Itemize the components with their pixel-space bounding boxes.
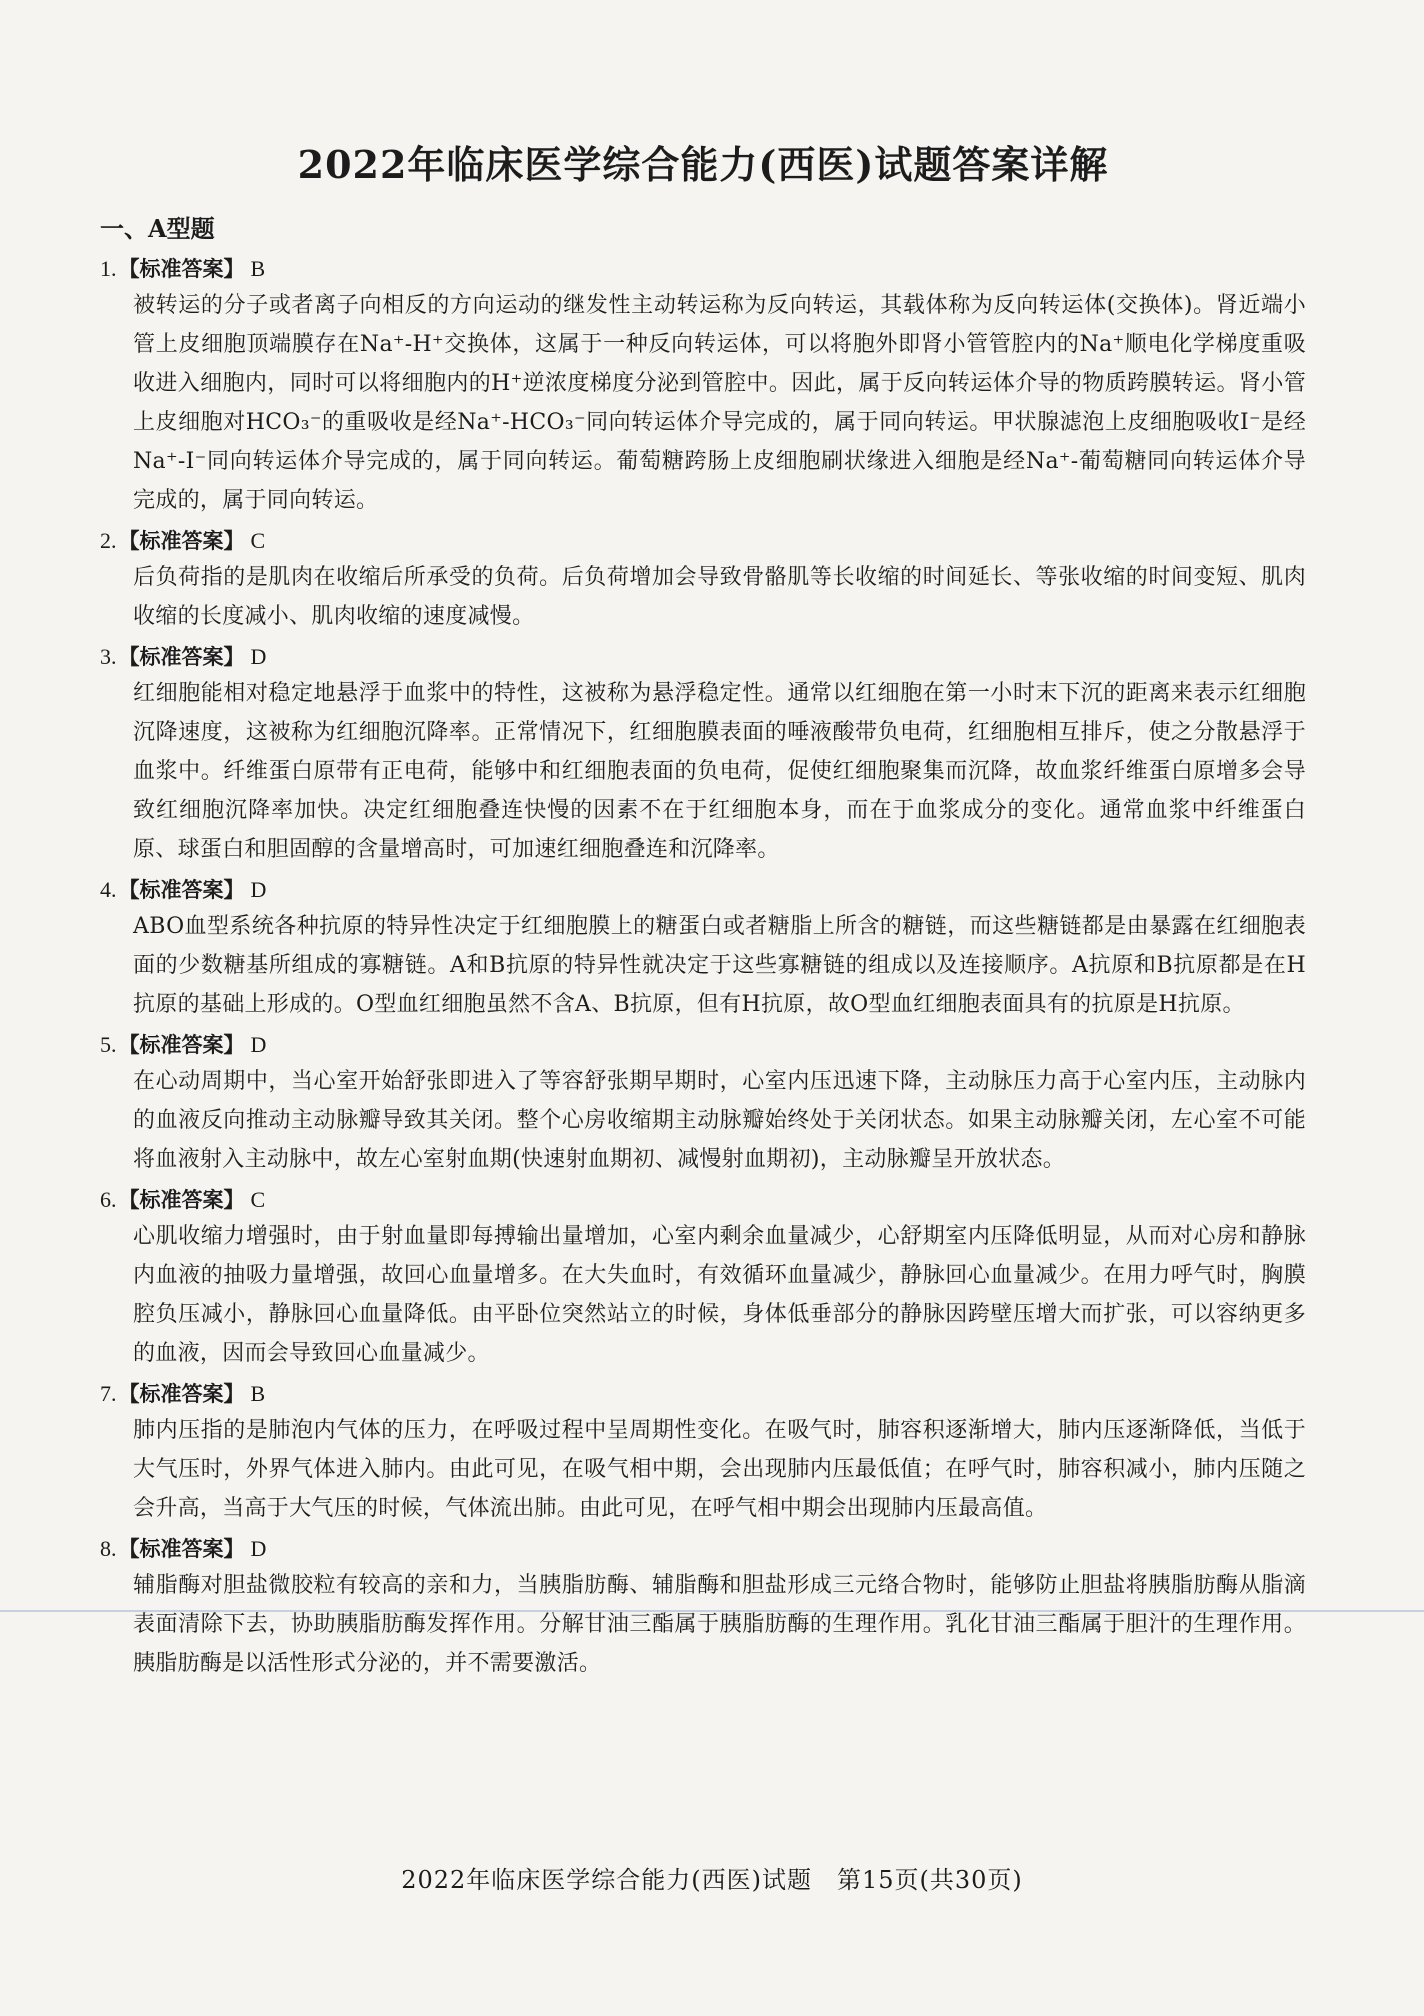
question-number: 8.: [100, 1536, 117, 1561]
explanation-text: ABO血型系统各种抗原的特异性决定于红细胞膜上的糖蛋白或者糖脂上所含的糖链，而这些糖链都是由暴露在红细胞表面的少数糖基所组成的寡糖链。A和B抗原的特异性就决定于这些寡糖链的组成以及连接顺序。A抗原和B抗原都是在H抗原的基础上形成的。O型血红细胞虽然不含A、B抗原，但有H抗原，故O型血红细胞表面具有的抗原是H抗原。: [133, 914, 1306, 1017]
question-number: 3.: [100, 644, 117, 669]
question-item: [100, 640, 1306, 869]
answer-line: [100, 252, 1306, 286]
answer-tag: 【标准答案】: [118, 529, 245, 553]
explanation-text: 被转运的分子或者离子向相反的方向运动的继发性主动转运称为反向转运，其载体称为反向转运体(交换体)。肾近端小管上皮细胞顶端膜存在Na⁺-H⁺交换体，这属于一种反向转运体，可以将胞外即肾小管管腔内的Na⁺顺电化学梯度重吸收进入细胞内，同时可以将细胞内的H⁺逆浓度梯度分泌到管腔中。因此，属于反向转运体介导的物质跨膜转运。肾小管上皮细胞对HCO₃⁻的重吸收是经Na⁺-HCO₃⁻同向转运体介导完成的，属于同向转运。甲状腺滤泡上皮细胞吸收I⁻是经Na⁺-I⁻同向转运体介导完成的，属于同向转运。葡萄糖跨肠上皮细胞刷状缘进入细胞是经Na⁺-葡萄糖同向转运体介导完成的，属于同向转运。: [133, 293, 1306, 513]
question-number: 2.: [100, 528, 117, 553]
explanation-text: 辅脂酶对胆盐微胶粒有较高的亲和力，当胰脂肪酶、辅脂酶和胆盐形成三元络合物时，能够防止胆盐将胰脂肪酶从脂滴表面清除下去，协助胰脂肪酶发挥作用。分解甘油三酯属于胰脂肪酶的生理作用。乳化甘油三酯属于胆汁的生理作用。胰脂肪酶是以活性形式分泌的，并不需要激活。: [133, 1573, 1306, 1676]
answer-tag: 【标准答案】: [118, 878, 245, 902]
section-heading: 一、A型题: [100, 214, 215, 243]
answer-letter: B: [250, 1381, 266, 1406]
answer-tag: 【标准答案】: [118, 257, 245, 281]
page-title: 2022年临床医学综合能力(西医)试题答案详解: [297, 142, 1109, 187]
answer-line: [100, 1028, 1306, 1062]
explanation-text: 在心动周期中，当心室开始舒张即进入了等容舒张期早期时，心室内压迅速下降，主动脉压力高于心室内压，主动脉内的血液反向推动主动脉瓣导致其关闭。整个心房收缩期主动脉瓣始终处于关闭状态。如果主动脉瓣关闭，左心室不可能将血液射入主动脉中，故左心室射血期(快速射血期初、减慢射血期初)，主动脉瓣呈开放状态。: [133, 1069, 1306, 1172]
question-number: 6.: [100, 1187, 117, 1212]
question-item: [100, 873, 1306, 1024]
answer-letter: C: [250, 528, 266, 553]
question-item: [100, 524, 1306, 636]
answer-tag: 【标准答案】: [118, 1382, 245, 1406]
question-number: 1.: [100, 256, 117, 281]
answer-letter: D: [250, 1032, 267, 1057]
explanation-text: 红细胞能相对稳定地悬浮于血浆中的特性，这被称为悬浮稳定性。通常以红细胞在第一小时末下沉的距离来表示红细胞沉降速度，这被称为红细胞沉降率。正常情况下，红细胞膜表面的唾液酸带负电荷，红细胞相互排斥，使之分散悬浮于血浆中。纤维蛋白原带有正电荷，能够中和红细胞表面的负电荷，促使红细胞聚集而沉降，故血浆纤维蛋白原增多会导致红细胞沉降率加快。决定红细胞叠连快慢的因素不在于红细胞本身，而在于血浆成分的变化。通常血浆中纤维蛋白原、球蛋白和胆固醇的含量增高时，可加速红细胞叠连和沉降率。: [133, 681, 1306, 862]
answer-line: [100, 1183, 1306, 1217]
question-item: [100, 252, 1306, 520]
question-item: [100, 1183, 1306, 1373]
answer-line: [100, 640, 1306, 674]
answer-line: [100, 873, 1306, 907]
question-list: [100, 252, 1306, 1683]
answer-tag: 【标准答案】: [118, 1033, 245, 1057]
answer-letter: C: [250, 1187, 266, 1212]
answer-tag: 【标准答案】: [118, 1188, 245, 1212]
answer-line: [100, 524, 1306, 558]
answer-letter: B: [250, 256, 266, 281]
explanation-text: 后负荷指的是肌肉在收缩后所承受的负荷。后负荷增加会导致骨骼肌等长收缩的时间延长、等张收缩的时间变短、肌肉收缩的长度减小、肌肉收缩的速度减慢。: [133, 565, 1306, 629]
explanation-text: 心肌收缩力增强时，由于射血量即每搏输出量增加，心室内剩余血量减少，心舒期室内压降低明显，从而对心房和静脉内血液的抽吸力量增强，故回心血量增多。在大失血时，有效循环血量减少，静脉回心血量减少。在用力呼气时，胸膜腔负压减小，静脉回心血量降低。由平卧位突然站立的时候，身体低垂部分的静脉因跨壁压增大而扩张，可以容纳更多的血液，因而会导致回心血量减少。: [133, 1224, 1306, 1366]
question-item: [100, 1377, 1306, 1528]
answer-letter: D: [250, 644, 267, 669]
answer-tag: 【标准答案】: [118, 645, 245, 669]
question-number: 5.: [100, 1032, 117, 1057]
question-number: 4.: [100, 877, 117, 902]
answer-line: [100, 1532, 1306, 1566]
page-footer: 2022年临床医学综合能力(西医)试题 第15页(共30页): [401, 1866, 1023, 1894]
question-item: [100, 1532, 1306, 1683]
question-item: [100, 1028, 1306, 1179]
answer-letter: D: [250, 1536, 267, 1561]
explanation-text: 肺内压指的是肺泡内气体的压力，在呼吸过程中呈周期性变化。在吸气时，肺容积逐渐增大，肺内压逐渐降低，当低于大气压时，外界气体进入肺内。由此可见，在吸气相中期，会出现肺内压最低值；在呼气时，肺容积减小，肺内压随之会升高，当高于大气压的时候，气体流出肺。由此可见，在呼气相中期会出现肺内压最高值。: [133, 1418, 1306, 1521]
answer-tag: 【标准答案】: [118, 1537, 245, 1561]
scan-artifact-line: [0, 1610, 1424, 1612]
answer-line: [100, 1377, 1306, 1411]
answer-letter: D: [250, 877, 267, 902]
question-number: 7.: [100, 1381, 117, 1406]
